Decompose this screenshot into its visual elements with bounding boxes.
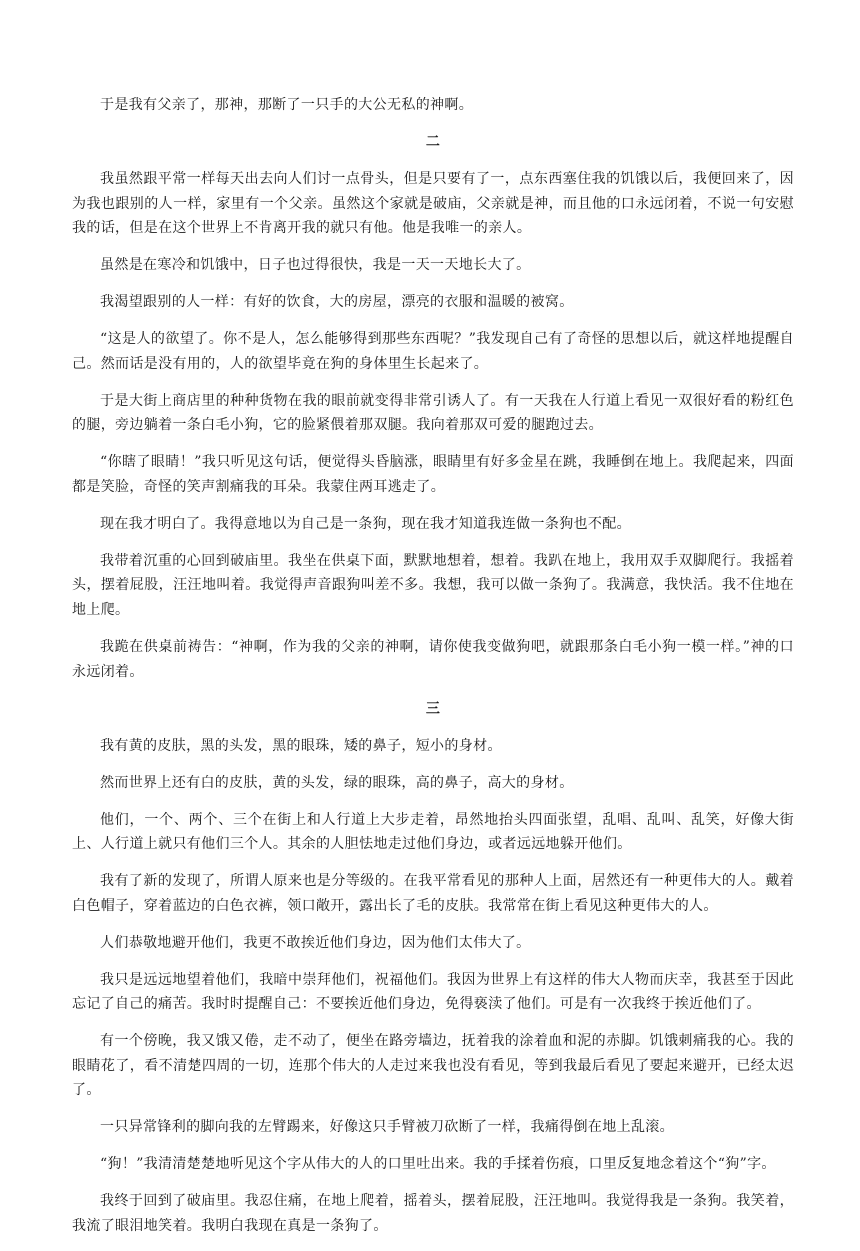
paragraph: 于是大街上商店里的种种货物在我的眼前就变得非常引诱人了。有一天我在人行道上看见一双很好看的粉红色的腿，旁边躺着一条白毛小狗，它的脸紧偎着那双腿。我向着那双可爱的腿跑过去。 bbox=[72, 392, 794, 434]
paragraph: 我只是远远地望着他们，我暗中崇拜他们，祝福他们。我因为世界上有这样的伟大人物而庆幸，我甚至于因此忘记了自己的痛苦。我时时提醒自己：不要挨近他们身边，免得亵渎了他们。可是有一次我终于挨近他们了。 bbox=[72, 971, 794, 1013]
paragraph: “你瞎了眼睛！”我只听见这句话，便觉得头昏脑涨，眼睛里有好多金星在跳，我睡倒在地上。我爬起来，四面都是笑脸，奇怪的笑声割痛我的耳朵。我蒙住两耳逃走了。 bbox=[72, 454, 794, 495]
paragraph: 我虽然跟平常一样每天出去向人们讨一点骨头，但是只要有了一，点东西塞住我的饥饿以后，我便回来了，因为我也跟别的人一样，家里有一个父亲。虽然这个家就是破庙，父亲就是神，而且他的口永远闭着，不说一句安慰我的话，但是在这个世界上不肯离开我的就只有他。他是我唯一的亲人。 bbox=[72, 170, 794, 237]
paragraph: “狗！”我清清楚楚地听见这个字从伟大的人的口里吐出来。我的手揉着伤痕，口里反复地念着这个“狗”字。 bbox=[100, 1156, 776, 1173]
paragraph: 我有黄的皮肤，黑的头发，黑的眼珠，矮的鼻子，短小的身材。 bbox=[100, 737, 502, 754]
paragraph: 我渴望跟别的人一样：有好的饮食，大的房屋，漂亮的衣服和温暖的被窝。 bbox=[100, 294, 574, 311]
paragraph: 现在我才明白了。我得意地以为自己是一条狗，现在我才知道我连做一条狗也不配。 bbox=[100, 515, 631, 532]
paragraph: 人们恭敬地避开他们，我更不敢挨近他们身边，因为他们太伟大了。 bbox=[100, 934, 531, 951]
paragraph: 我跪在供桌前祷告：“神啊，作为我的父亲的神啊，请你使我变做狗吧，就跟那条白毛小狗一模一样。”神的口永远闭着。 bbox=[72, 639, 794, 680]
section-heading: 二 bbox=[425, 133, 441, 150]
paragraph: “这是人的欲望了。你不是人，怎么能够得到那些东西呢？”我发现自己有了奇怪的思想以后，就这样地提醒自己。然而话是没有用的，人的欲望毕竟在狗的身体里生长起来了。 bbox=[72, 331, 794, 372]
paragraph: 有一个傍晚，我又饿又倦，走不动了，便坐在路旁墙边，抚着我的涂着血和泥的赤脚。饥饿刺痛我的心。我的眼睛花了，看不清楚四周的一切，连那个伟大的人走过来我也没有看见，等到我最后看见了要起来避开，已经太迟了。 bbox=[72, 1033, 794, 1099]
document-page bbox=[72, 0, 794, 1251]
paragraph: 一只异常锋利的脚向我的左臂踢来，好像这只手臂被刀砍断了一样，我痛得倒在地上乱滚。 bbox=[100, 1119, 674, 1136]
document-body bbox=[72, 0, 794, 1239]
paragraph: 我终于回到了破庙里。我忍住痛，在地上爬着，摇着头，摆着屁股，汪汪地叫。我觉得我是一条狗。我笑着，我流了眼泪地笑着。我明白我现在真是一条狗了。 bbox=[72, 1193, 794, 1234]
paragraph: 我带着沉重的心回到破庙里。我坐在供桌下面，默默地想着，想着。我趴在地上，我用双手双脚爬行。我摇着头，摆着屁股，汪汪地叫着。我觉得声音跟狗叫差不多。我想，我可以做一条狗了。我满意，我快活。我不住地在地上爬。 bbox=[72, 552, 794, 619]
section-heading: 三 bbox=[425, 700, 441, 717]
paragraph: 然而世界上还有白的皮肤，黄的头发，绿的眼珠，高的鼻子，高大的身材。 bbox=[100, 774, 574, 791]
paragraph: 我有了新的发现了，所谓人原来也是分等级的。在我平常看见的那种人上面，居然还有一种更伟大的人。戴着白色帽子，穿着蓝边的白色衣裤，领口敞开，露出长了毛的皮肤。我常常在街上看见这种更伟大的人。 bbox=[72, 873, 794, 914]
paragraph: 于是我有父亲了，那神，那断了一只手的大公无私的神啊。 bbox=[100, 97, 474, 113]
paragraph: 他们，一个、两个、三个在街上和人行道上大步走着，昂然地抬头四面张望，乱唱、乱叫、乱笑，好像大街上、人行道上就只有他们三个人。其余的人胆怯地走过他们身边，或者远远地躲开他们。 bbox=[72, 811, 794, 853]
paragraph: 虽然是在寒冷和饥饿中，日子也过得很快，我是一天一天地长大了。 bbox=[100, 257, 531, 274]
